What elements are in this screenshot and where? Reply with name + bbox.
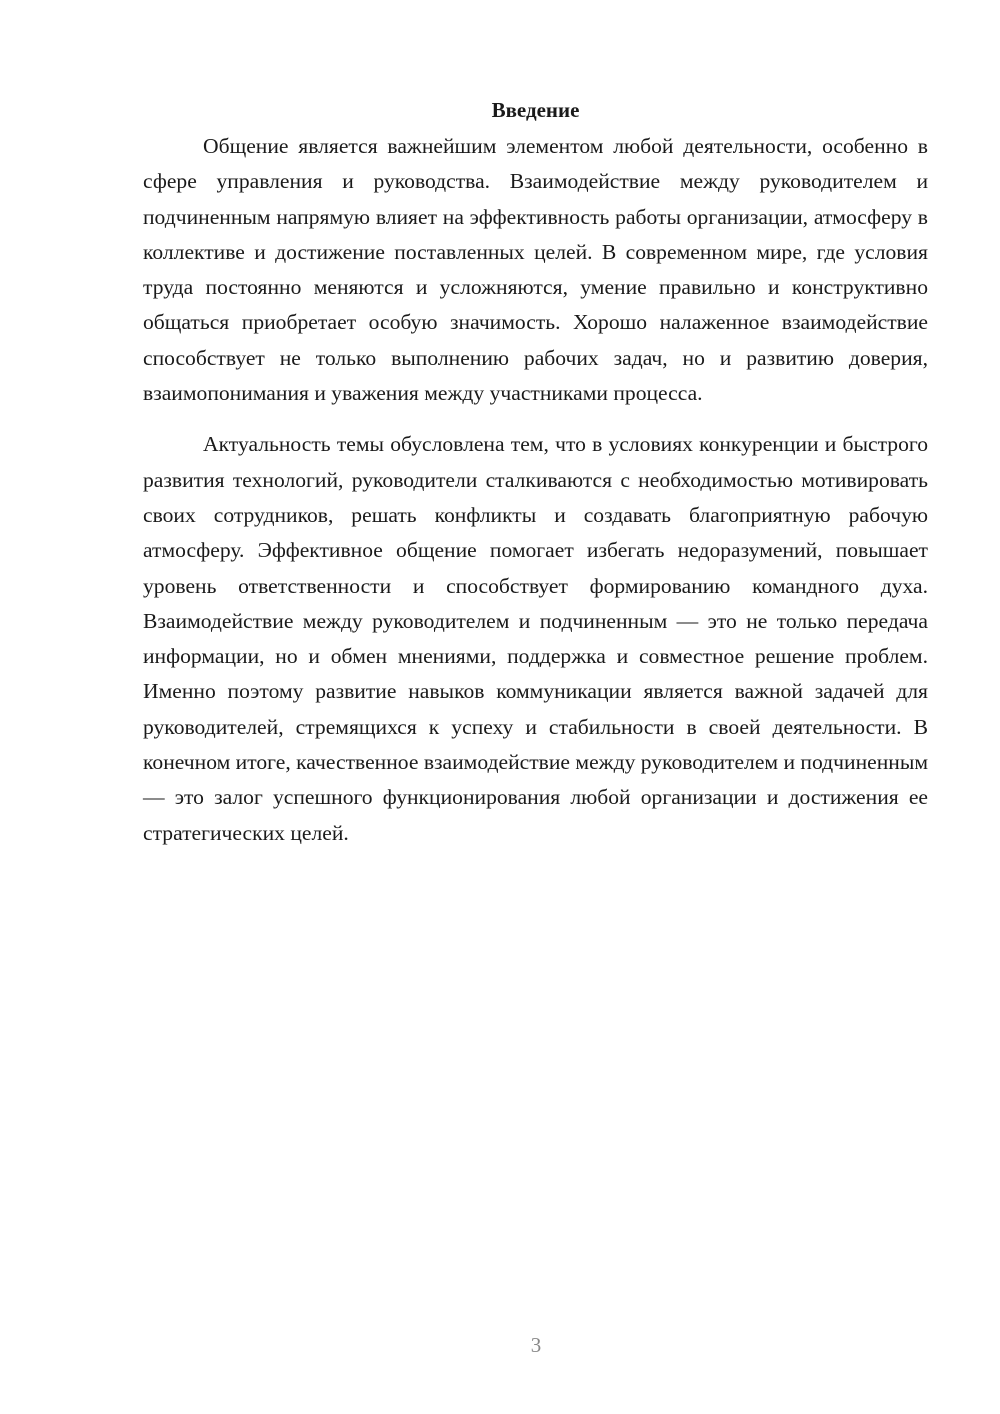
section-title: Введение [491, 98, 580, 122]
paragraph-2: Актуальность темы обусловлена тем, что в условиях конкуренции и быстрого развития технологий, руководители сталкиваются с необходимостью мотивировать своих сотрудников, решать конфликты и создавать благоприятную рабочую атмосферу. Эффективное общение помогает избегать недоразумений, повышает уровень ответственности и способствует формированию командного духа. Взаимодействие между руководителем и подчиненным — это не только передача информации, но и обмен мнениями, поддержка и совместное решение проблем. Именно поэтому развитие навыков коммуникации является важной задачей для руководителей, стремящихся к успеху и стабильности в своей деятельности. В конечном итоге, качественное взаимодействие между руководителем и подчиненным — это залог успешного функционирования любой организации и достижения ее стратегических целей. [143, 432, 928, 845]
paragraph-1: Общение является важнейшим элементом любой деятельности, особенно в сфере управления и руководства. Взаимодействие между руководителем и подчиненным напрямую влияет на эффективность работы организации, атмосферу в коллективе и достижение поставленных целей. В современном мире, где условия труда постоянно меняются и усложняются, умение правильно и конструктивно общаться приобретает особую значимость. Хорошо налаженное взаимодействие способствует не только выполнению рабочих задач, но и развитию доверия, взаимопонимания и уважения между участниками процесса. [143, 134, 928, 406]
page-content [143, 93, 928, 851]
page-number: 3 [530, 1333, 542, 1357]
